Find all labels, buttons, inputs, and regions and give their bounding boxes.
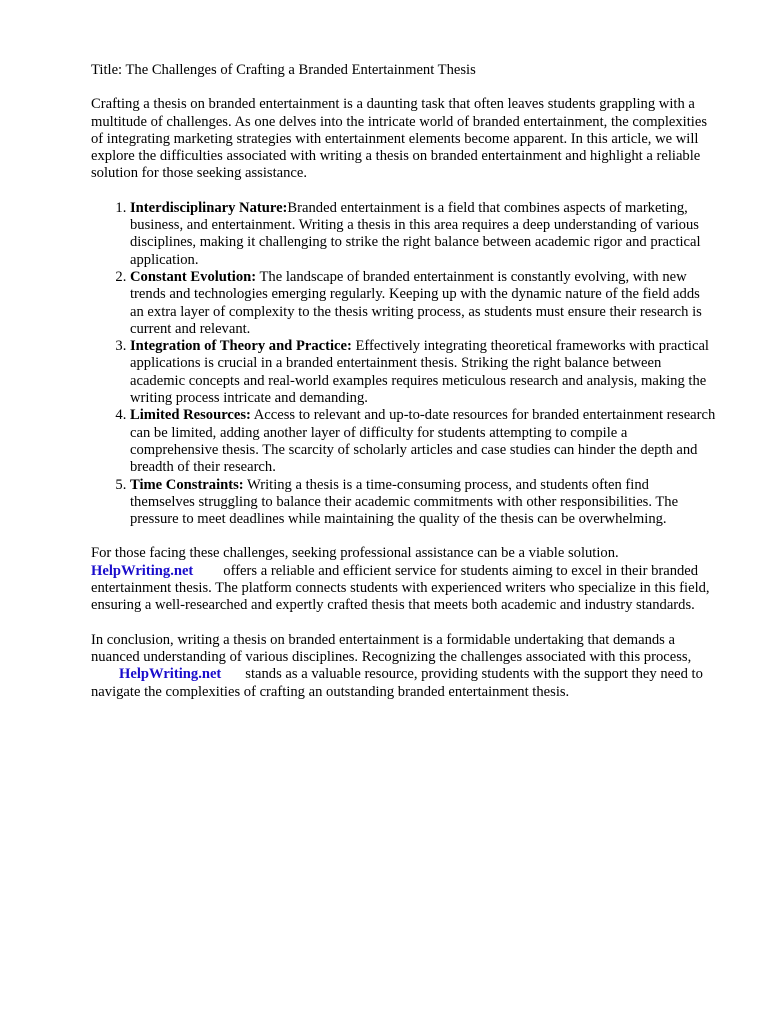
challenge-term: Limited Resources: <box>130 407 251 424</box>
challenge-term: Interdisciplinary Nature: <box>130 199 288 216</box>
challenge-item-theory-practice <box>130 338 717 407</box>
intro-paragraph: Crafting a thesis on branded entertainment is a daunting task that often leaves students grappling with a multitude of challenges. As one delves into the intricate world of branded entertainment, the complexities of integrating marketing strategies with entertainment elements become apparent. In this article, we will explore the difficulties associated with writing a thesis on branded entertainment and highlight a reliable solution for those seeking assistance. <box>91 96 708 182</box>
helpwriting-link[interactable]: HelpWriting.net <box>119 666 222 683</box>
conclusion-paragraph <box>91 632 717 701</box>
challenges-list <box>91 200 717 529</box>
challenge-item-time <box>130 477 717 529</box>
challenge-text: Writing a thesis is a time-consuming process, and students often find themselves struggling to balance their academic commitments with other responsibilities. The pressure to meet deadlines while maintaining the quality of the thesis can be overwhelming. <box>130 476 679 528</box>
challenge-item-resources <box>130 407 717 476</box>
challenge-term: Time Constraints: <box>130 476 244 493</box>
assistance-paragraph <box>91 545 717 614</box>
challenge-text: Effectively integrating theoretical frameworks with practical applications is crucial in a branded entertainment thesis. Striking the right balance between academic concepts and real-world examples requires meticulous research and analysis, making the writing process intricate and demanding. <box>130 338 709 407</box>
document-title: Title: The Challenges of Crafting a Branded Entertainment Thesis <box>91 62 476 78</box>
assistance-lead: For those facing these challenges, seeking professional assistance can be a viable solution. <box>91 545 619 562</box>
conclusion-rest: stands as a valuable resource, providing students with the support they need to navigate the complexities of crafting an outstanding branded entertainment thesis. <box>91 666 703 700</box>
helpwriting-link[interactable]: HelpWriting.net <box>91 562 194 579</box>
challenge-text: Branded entertainment is a field that combines aspects of marketing, business, and entertainment. Writing a thesis in this area requires a deep understanding of various disciplines, making it challenging to strike the right balance between academic rigor and practical application. <box>130 199 701 268</box>
challenge-text: The landscape of branded entertainment is constantly evolving, with new trends and technologies emerging regularly. Keeping up with the dynamic nature of the field adds an extra layer of complexity to the thesis writing process, as students must ensure their research is current and relevant. <box>130 268 702 337</box>
challenge-text: Access to relevant and up-to-date resources for branded entertainment research can be limited, adding another layer of difficulty for students attempting to compile a comprehensive thesis. The scarcity of scholarly articles and case studies can hinder the depth and breadth of their research. <box>130 407 716 476</box>
assistance-rest: offers a reliable and efficient service for students aiming to excel in their branded entertainment thesis. The platform connects students with experienced writers who specialize in this field, ensuring a well-researched and expertly crafted thesis that meets both academic and industry standards. <box>91 562 710 614</box>
challenge-item-evolution <box>130 269 717 338</box>
challenge-term: Integration of Theory and Practice: <box>130 338 352 355</box>
challenge-term: Constant Evolution: <box>130 268 257 285</box>
conclusion-lead: In conclusion, writing a thesis on branded entertainment is a formidable undertaking that demands a nuanced understanding of various disciplines. Recognizing the challenges associated with this process, <box>91 631 692 665</box>
challenge-item-interdisciplinary <box>130 200 717 269</box>
document-page <box>91 62 717 718</box>
